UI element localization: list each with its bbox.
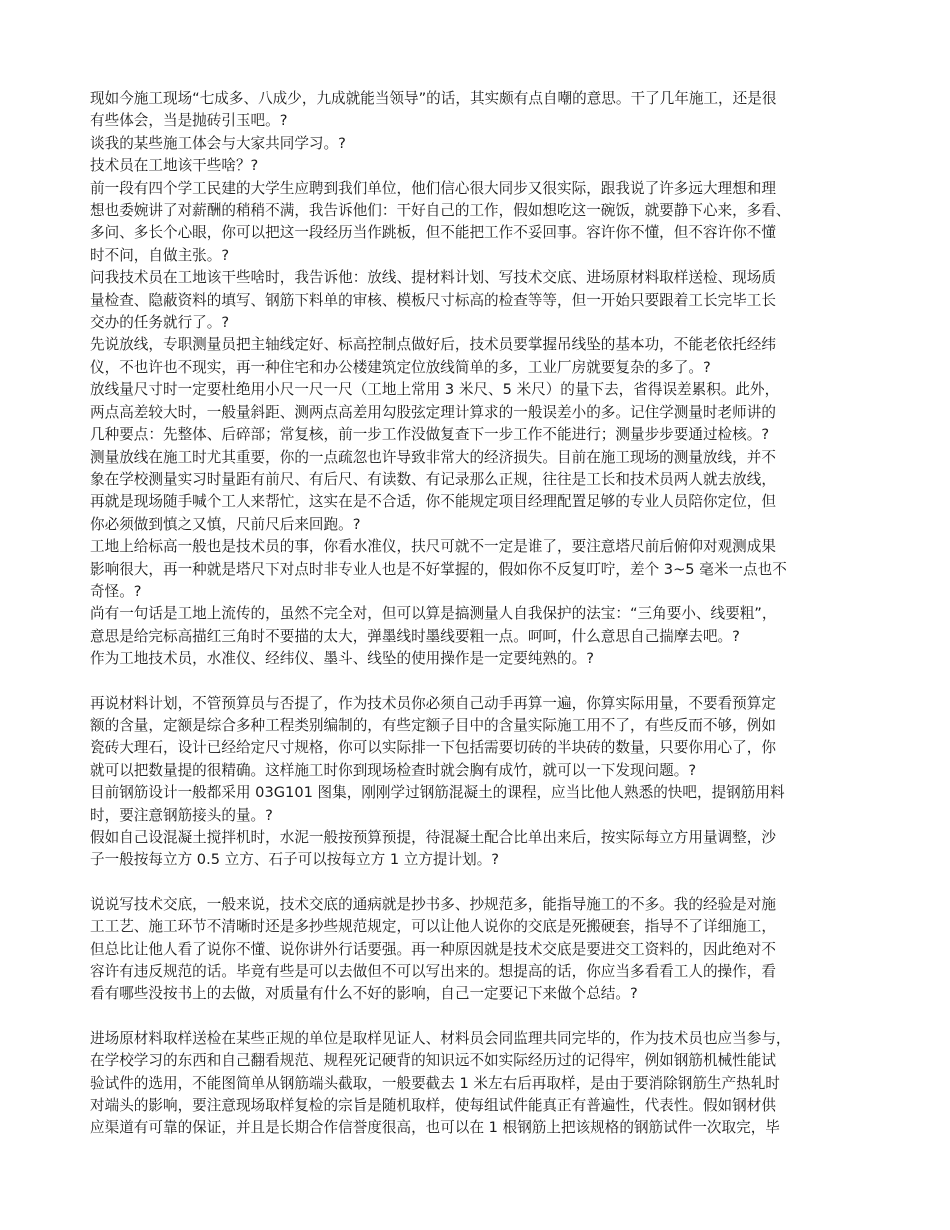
paragraph-survey-importance: 测量放线在施工时尤其重要，你的一点疏忽也许导致非常大的经济损失。目前在施工现场的测量放线，并不 象在学校测量实习时量距有前尺、有后尺、有读数、有记录那么正规，往往是工长和技术员两人就去放线， 再就是现场随手喊个工人来帮忙，这实在是不合适，你不能规定项目经理配置足够的专业人员陪你定位，但 你必须做到慎之又慎，尺前尺后来回跑。? <box>90 448 776 533</box>
paragraph-intro: 现如今施工现场“七成多、八成少，九成就能当领导”的话，其实颇有点自嘲的意思。干了几年施工，还是很 有些体会，当是抛砖引玉吧。? <box>90 90 777 130</box>
paragraph-disclosure: 说说写技术交底，一般来说，技术交底的通病就是抄书多、抄规范多，能指导施工的不多。我的经验是对施 工工艺、施工环节不清晰时还是多抄些规范规定，可以让他人说你的交底是死搬硬套，指导不了详细施工， 但总比让他人看了说你不懂、说你讲外行话要强。再一种原因就是技术交底是要进交工资料的，因此绝对不 容许有违反规范的话。毕竟有些是可以去做但不可以写出来的。想提高的话，你应当多看看工人的操作，看 看有哪些没按书上的去做，对质量有什么不好的影响，自己一定要记下来做个总结。? <box>90 895 776 1003</box>
paragraph-spacer <box>90 872 865 894</box>
document-page <box>90 88 865 1140</box>
paragraph-material-plan: 再说材料计划，不管预算员与否提了，作为技术员你必须自己动手再算一遍，你算实际用量，不要看预算定 额的含量，定额是综合多种工程类别编制的，有些定额子目中的含量实际施工用不了，有些反而不够，例如 瓷砖大理石，设计已经给定尺寸规格，你可以实际排一下包括需要切砖的半块砖的数量，只要你用心了，你 就可以把数量提的很精确。这样施工时你到现场检查时就会胸有成竹，就可以一下发现问题。? <box>90 694 776 779</box>
paragraph-elevation: 工地上给标高一般也是技术员的事，你看水准仪，扶尺可就不一定是谁了，要注意塔尺前后俯仰对观测成果 影响很大，再一种就是塔尺下对点时非专业人也是不好掌握的，假如你不反复叮咛，差个 3~5 毫米一点也不 奇怪。? <box>90 538 787 600</box>
paragraph-saying: 尚有一句话是工地上流传的，虽然不完全对，但可以算是搞测量人自我保护的法宝：“三角要小、线要粗”， 意思是给完标高描红三角时不要描的太大，弹墨线时墨线要粗一点。呵呵，什么意思自己揣摩去吧。? <box>90 605 777 645</box>
paragraph-measuring: 放线量尺寸时一定要杜绝用小尺一尺一尺（工地上常用 3 米尺、5 米尺）的量下去，省得误差累积。此外， 两点高差较大时，一般量斜距、测两点高差用勾股弦定理计算求的一般误差小的多。记住学测量时老师讲的 几种要点：先整体、后碎部；常复核，前一步工作没做复查下一步工作不能进行；测量步步要通过检核。? <box>90 381 780 444</box>
paragraph-question: 技术员在工地该干些啥？? <box>90 157 259 175</box>
paragraph-setting-out: 先说放线，专职测量员把主轴线定好、标高控制点做好后，技术员要掌握吊线坠的基本功，不能老依托经纬 仪，不也许也不现实，再一种住宅和办公楼建筑定位放线简单的多，工业厂房就要复杂的多了。? <box>90 336 776 376</box>
paragraph-sampling: 进场原材料取样送检在某些正规的单位是取样见证人、材料员会同监理共同完毕的，作为技术员也应当参与， 在学校学习的东西和自己翻看规范、规程死记硬背的知识远不如实际经历过的记得牢，例如钢筋机械性能试 验试件的选用，不能图简单从钢筋端头截取，一般要截去 1 米左右后再取样，是由于要消除钢筋生产热轧时 对端头的影响，要注意现场取样复检的宗旨是随机取样，使每组试件能真正有普遍性，代表性。假如钢材供 应渠道有可靠的保证，并且是长期合作信誉度很高，也可以在 1 根钢筋上把该规格的钢筋试件一次取完，毕 <box>90 1029 791 1137</box>
paragraph-instruments: 作为工地技术员，水准仪、经纬仪、墨斗、线坠的使用操作是一定要纯熟的。? <box>90 650 594 668</box>
paragraph-duties: 问我技术员在工地该干些啥时，我告诉他：放线、提材料计划、写技术交底、进场原材料取样送检、现场质 量检查、隐蔽资料的填写、钢筋下料单的审核、模板尺寸标高的检查等等，但一开始只要跟着工长完毕工长 交办的任务就行了。? <box>90 269 776 332</box>
paragraph-spacer <box>90 1006 865 1028</box>
paragraph-graduates: 前一段有四个学工民建的大学生应聘到我们单位，他们信心很大同步又很实际，跟我说了许多远大理想和理 想也委婉讲了对薪酬的稍稍不满，我告诉他们：干好自己的工作，假如想吃这一碗饭，就要静下心来，多看、 多问、多长个心眼，你可以把这一段经历当作跳板，但不能把工作不妥回事。容许你不懂，但不容许你不懂 时不问，自做主张。? <box>90 179 791 264</box>
paragraph-share: 谈我的某些施工体会与大家共同学习。? <box>90 134 346 152</box>
paragraph-spacer <box>90 671 865 693</box>
paragraph-concrete: 假如自己设混凝土搅拌机时，水泥一般按预算预提，待混凝土配合比单出来后，按实际每立方用量调整，沙 子一般按每立方 0.5 立方、石子可以按每立方 1 立方提计划。? <box>90 829 776 869</box>
paragraph-rebar: 目前钢筋设计一般都采用 03G101 图集，刚刚学过钢筋混凝土的课程，应当比他人熟悉的快吧，提钢筋用料 时，要注意钢筋接头的量。? <box>90 784 785 824</box>
